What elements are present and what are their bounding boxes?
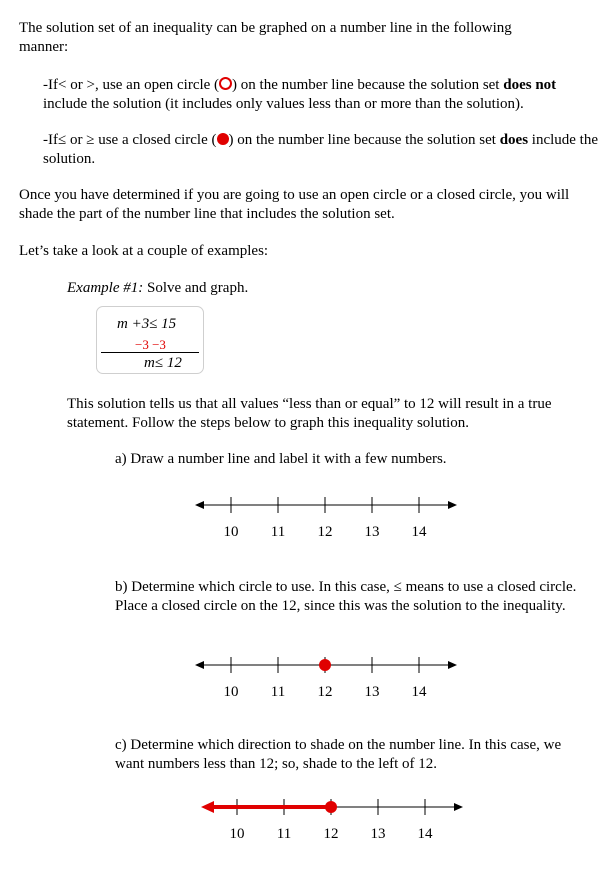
left-arrow-icon — [195, 501, 204, 509]
rule-end-text: include the solution. — [43, 132, 599, 167]
shading-paragraph: Once you have determined if you are going to use an open circle or a closed circle, you will shade the part of the number line that includes the solution set. — [19, 187, 570, 222]
number-line-1 — [195, 494, 460, 544]
equation-divider — [101, 352, 199, 353]
rule-bold-text: does — [499, 132, 529, 148]
tick-label: 10 — [223, 524, 239, 540]
equation-line-1: m +3≤ 15 — [117, 316, 177, 332]
tick-label: 14 — [417, 826, 433, 842]
rule-mid-text: use a closed circle ( — [98, 132, 217, 148]
step-b: b) Determine which circle to use. In this case, ≤ means to use a closed circle. Place a closed circle on the 12, since this was the solution to the inequality. — [115, 579, 577, 614]
rule-after-text: ) on the number line because the solution set — [228, 132, 496, 148]
closed-circle-rule — [43, 131, 599, 169]
right-arrow-icon — [448, 661, 457, 669]
greater-equal-symbol: ≥ — [86, 132, 95, 148]
less-equal-symbol: ≤ — [58, 132, 67, 148]
tick-label: 12 — [323, 826, 339, 842]
tick-label: 11 — [276, 826, 292, 842]
tick-label: 13 — [364, 684, 380, 700]
equation-line-3: m≤ 12 — [144, 355, 182, 371]
rule-bold-text: does not — [503, 77, 557, 93]
number-line-2 — [195, 654, 460, 704]
tick-label: 14 — [411, 524, 427, 540]
rule-prefix: -If — [43, 77, 58, 93]
step-a: a) Draw a number line and label it with a few numbers. — [115, 451, 447, 467]
closed-circle-point — [319, 659, 331, 671]
open-circle-rule — [43, 76, 599, 114]
rule-mid-text: , use an open circle ( — [94, 77, 220, 93]
left-arrow-icon — [201, 801, 214, 813]
right-arrow-icon — [454, 803, 463, 811]
intro-paragraph: The solution set of an inequality can be graphed on a number line in the following manner: — [19, 20, 512, 55]
equation-box — [96, 306, 204, 374]
number-line-3 — [201, 796, 466, 846]
tick-label: 13 — [370, 826, 386, 842]
rule-prefix: -If — [43, 132, 58, 148]
step-c: c) Determine which direction to shade on the number line. In this case, we want numbers less than 12; so, shade to the left of 12. — [115, 737, 562, 772]
tick-label: 10 — [229, 826, 245, 842]
tick-label: 11 — [270, 524, 286, 540]
example-heading — [67, 279, 248, 298]
tick-label: 14 — [411, 684, 427, 700]
example-instruction: Solve and graph. — [146, 280, 249, 296]
left-arrow-icon — [195, 661, 204, 669]
examples-intro: Let’s take a look at a couple of examples: — [19, 243, 269, 259]
equation-line-2: −3 −3 — [135, 337, 166, 352]
tick-label: 13 — [364, 524, 380, 540]
example-label: Example #1: — [67, 280, 144, 296]
tick-label: 12 — [317, 684, 333, 700]
rule-after-text: ) on the number line because the solution set — [232, 77, 500, 93]
closed-circle-icon — [217, 133, 229, 145]
closed-circle-point — [325, 801, 337, 813]
less-than-symbol: < — [58, 77, 67, 93]
rule-end-text: include the solution (it includes only values less than or more than the solution). — [43, 96, 524, 112]
solution-explanation: This solution tells us that all values “less than or equal” to 12 will result in a true statement. Follow the steps below to graph this inequality solution. — [67, 396, 552, 431]
or-word: or — [70, 77, 83, 93]
right-arrow-icon — [448, 501, 457, 509]
tick-label: 10 — [223, 684, 239, 700]
tick-label: 12 — [317, 524, 333, 540]
or-word: or — [69, 132, 83, 148]
tick-label: 11 — [270, 684, 286, 700]
greater-than-symbol: > — [86, 77, 95, 93]
open-circle-icon — [219, 77, 232, 90]
